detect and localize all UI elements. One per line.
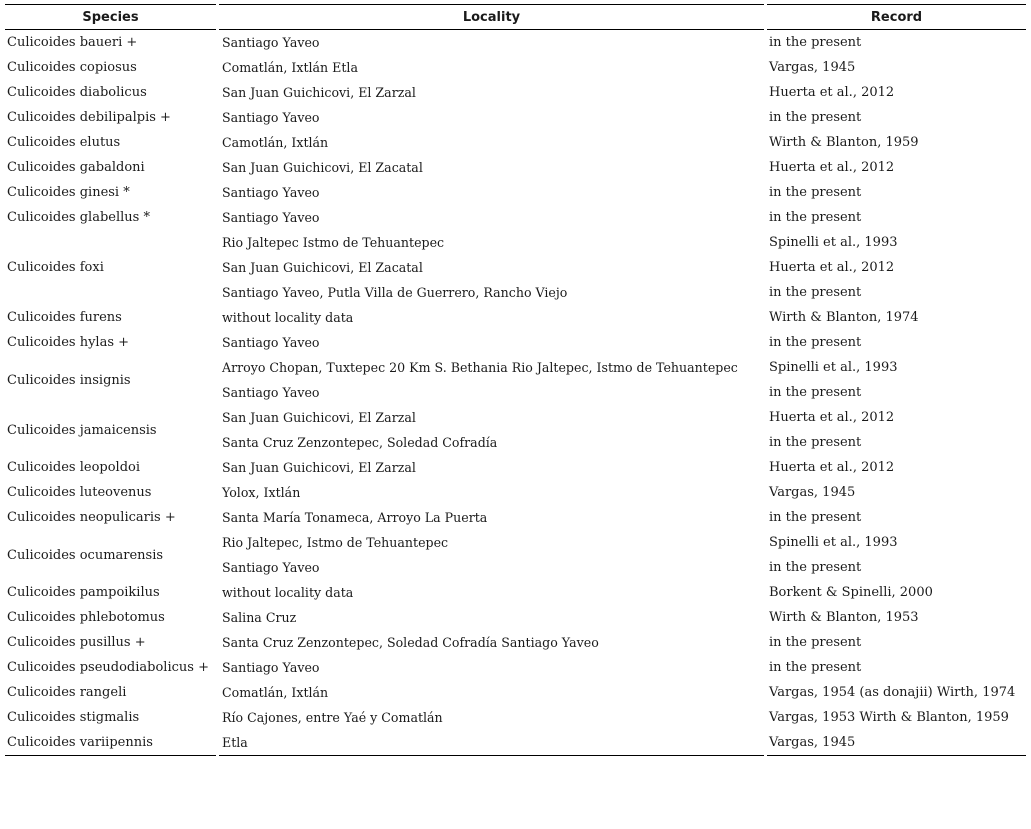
record-cell: in the present	[769, 110, 862, 125]
species-cell: Culicoides furens	[7, 310, 122, 325]
species-cell: Culicoides ginesi *	[7, 185, 130, 200]
table-row	[5, 255, 1026, 280]
species-cell: Culicoides ocumarensis	[7, 547, 164, 563]
locality-cell: Santiago Yaveo	[222, 110, 320, 125]
locality-cell: Santiago Yaveo	[222, 385, 320, 400]
locality-cell: Santiago Yaveo	[222, 35, 320, 50]
record-cell: Huerta et al., 2012	[769, 85, 895, 100]
locality-cell: Rio Jaltepec Istmo de Tehuantepec	[222, 235, 445, 250]
record-cell: Borkent & Spinelli, 2000	[769, 585, 933, 600]
record-cell: Spinelli et al., 1993	[769, 360, 898, 375]
record-cell: in the present	[769, 335, 862, 350]
locality-cell: San Juan Guichicovi, El Zacatal	[222, 160, 423, 175]
record-cell: in the present	[769, 435, 862, 450]
record-cell: Wirth & Blanton, 1953	[769, 610, 919, 625]
record-cell: in the present	[769, 510, 862, 525]
table-row	[5, 305, 1026, 330]
species-cell: Culicoides baueri +	[7, 35, 138, 50]
table-row	[5, 230, 1026, 255]
locality-cell: San Juan Guichicovi, El Zarzal	[222, 410, 416, 425]
locality-cell: without locality data	[222, 310, 354, 325]
species-cell: Culicoides stigmalis	[7, 710, 140, 725]
locality-cell: Santiago Yaveo	[222, 185, 320, 200]
record-cell: Huerta et al., 2012	[769, 410, 895, 425]
locality-cell: Camotlán, Ixtlán	[222, 135, 329, 150]
species-cell: Culicoides gabaldoni	[7, 160, 145, 175]
locality-cell: San Juan Guichicovi, El Zarzal	[222, 85, 416, 100]
record-cell: in the present	[769, 285, 862, 300]
table-row	[5, 480, 1026, 505]
locality-cell: Santiago Yaveo	[222, 660, 320, 675]
record-cell: Wirth & Blanton, 1959	[769, 135, 919, 150]
record-cell: Spinelli et al., 1993	[769, 535, 898, 550]
species-cell: Culicoides pusillus +	[7, 635, 146, 650]
locality-cell: without locality data	[222, 585, 354, 600]
record-cell: in the present	[769, 560, 862, 575]
table-row	[5, 605, 1026, 630]
locality-cell: Santiago Yaveo	[222, 335, 320, 350]
locality-cell: Santa Cruz Zenzontepec, Soledad Cofradía Santiago Yaveo	[222, 635, 599, 650]
table-row	[5, 530, 1026, 555]
species-cell	[5, 230, 216, 255]
table-row	[5, 630, 1026, 655]
species-cell: Culicoides elutus	[7, 135, 121, 150]
species-cell: Culicoides jamaicensis	[7, 422, 157, 438]
locality-cell: Rio Jaltepec, Istmo de Tehuantepec	[222, 535, 449, 550]
table-row	[5, 80, 1026, 105]
table-row	[5, 355, 1026, 380]
table-row	[5, 280, 1026, 305]
record-cell: Vargas, 1945	[769, 485, 856, 500]
species-cell: Culicoides variipennis	[5, 730, 216, 756]
table-row	[5, 730, 1026, 756]
locality-cell: Arroyo Chopan, Tuxtepec 20 Km S. Bethania Rio Jaltepec, Istmo de Tehuantepec	[222, 360, 738, 375]
species-records-table	[5, 4, 1026, 756]
locality-cell: Río Cajones, entre Yaé y Comatlán	[222, 710, 443, 725]
table-row	[5, 455, 1026, 480]
record-cell: in the present	[769, 660, 862, 675]
species-cell: Culicoides luteovenus	[7, 485, 152, 500]
record-cell: Huerta et al., 2012	[769, 260, 895, 275]
species-cell: Culicoides pampoikilus	[7, 585, 160, 600]
species-column-header: Species	[5, 4, 216, 30]
record-cell: Huerta et al., 2012	[769, 460, 895, 475]
locality-cell: Yolox, Ixtlán	[222, 485, 301, 500]
table-row	[5, 655, 1026, 680]
locality-cell: Santa María Tonameca, Arroyo La Puerta	[222, 510, 488, 525]
species-cell	[5, 280, 216, 305]
species-cell: Culicoides rangeli	[7, 685, 127, 700]
table-row	[5, 680, 1026, 705]
header-row	[5, 4, 1026, 30]
table-row	[5, 130, 1026, 155]
table-row	[5, 205, 1026, 230]
record-cell: Huerta et al., 2012	[769, 160, 895, 175]
locality-cell: Santiago Yaveo, Putla Villa de Guerrero, Rancho Viejo	[222, 285, 568, 300]
table-header	[5, 4, 1026, 30]
species-cell: Culicoides diabolicus	[7, 85, 147, 100]
table-row	[5, 105, 1026, 130]
species-cell: Culicoides pseudodiabolicus +	[7, 660, 209, 675]
locality-cell: San Juan Guichicovi, El Zarzal	[222, 460, 416, 475]
record-cell: in the present	[769, 385, 862, 400]
table-row	[5, 580, 1026, 605]
locality-cell: Salina Cruz	[222, 610, 297, 625]
species-cell: Culicoides insignis	[7, 372, 131, 388]
species-cell: Culicoides neopulicaris +	[7, 510, 176, 525]
locality-cell: Comatlán, Ixtlán Etla	[222, 60, 358, 75]
table-row	[5, 505, 1026, 530]
record-cell: Vargas, 1945	[767, 730, 1026, 756]
locality-cell: Etla	[219, 730, 764, 756]
record-cell: Vargas, 1945	[769, 60, 856, 75]
table-row	[5, 405, 1026, 430]
table-row	[5, 180, 1026, 205]
record-cell: Spinelli et al., 1993	[769, 235, 898, 250]
species-cell: Culicoides leopoldoi	[7, 460, 141, 475]
locality-cell: Santiago Yaveo	[222, 210, 320, 225]
record-cell: in the present	[769, 210, 862, 225]
record-cell: in the present	[769, 185, 862, 200]
table-row	[5, 30, 1026, 55]
species-cell: Culicoides glabellus *	[7, 210, 150, 225]
record-cell: in the present	[769, 635, 862, 650]
table-body	[5, 30, 1026, 756]
locality-cell: Comatlán, Ixtlán	[222, 685, 329, 700]
table-row	[5, 55, 1026, 80]
locality-cell: Santa Cruz Zenzontepec, Soledad Cofradía	[222, 435, 498, 450]
table-row	[5, 330, 1026, 355]
locality-column-header: Locality	[219, 4, 764, 30]
record-cell: in the present	[769, 35, 862, 50]
record-cell: Vargas, 1953 Wirth & Blanton, 1959	[769, 710, 1009, 725]
species-cell: Culicoides hylas +	[7, 335, 130, 350]
species-cell: Culicoides foxi	[7, 260, 104, 275]
record-column-header: Record	[767, 4, 1026, 30]
species-cell: Culicoides debilipalpis +	[7, 110, 171, 125]
record-cell: Vargas, 1954 (as donajii) Wirth, 1974	[769, 685, 1016, 700]
table-row	[5, 155, 1026, 180]
record-cell: Wirth & Blanton, 1974	[769, 310, 919, 325]
table-row	[5, 705, 1026, 730]
species-cell: Culicoides copiosus	[7, 60, 137, 75]
locality-cell: San Juan Guichicovi, El Zacatal	[222, 260, 423, 275]
species-cell: Culicoides phlebotomus	[7, 610, 165, 625]
locality-cell: Santiago Yaveo	[222, 560, 320, 575]
